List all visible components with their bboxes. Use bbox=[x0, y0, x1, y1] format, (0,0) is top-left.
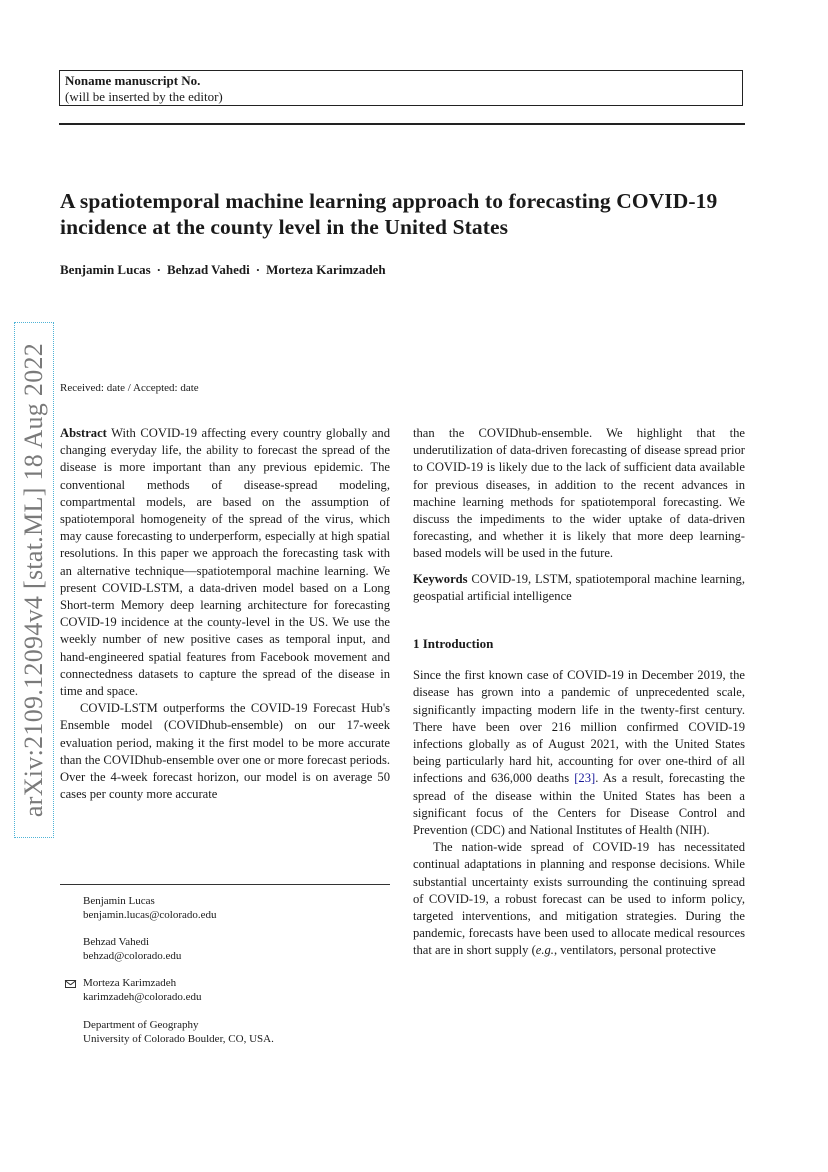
paper-title: A spatiotemporal machine learning approach to forecasting COVID-19 incidence at the county level in the United States bbox=[60, 189, 718, 239]
keywords bbox=[413, 571, 745, 605]
abstract-left-column bbox=[60, 425, 390, 803]
affiliation-university: University of Colorado Boulder, CO, USA. bbox=[83, 1032, 274, 1045]
section-heading: 1 Introduction bbox=[413, 636, 494, 652]
arxiv-identifier[interactable]: arXiv:2109.12094v4 [stat.ML] 18 Aug 2022 bbox=[19, 342, 48, 818]
abstract-paragraph: COVID-LSTM outperforms the COVID-19 Forecast Hub's Ensemble model (COVIDhub-ensemble) on our 17-week evaluation period, making it the first model to be more accurate than the COVIDhub-ensemble over one or more forecast periods. Over the 4-week forecast horizon, our model is on average 50 cases per county more accurate bbox=[60, 701, 390, 802]
intro-italic: e.g. bbox=[535, 943, 554, 958]
author-separator: · bbox=[156, 262, 161, 277]
footnote-email[interactable]: karimzadeh@colorado.edu bbox=[83, 990, 202, 1003]
intro-text: The nation-wide spread of COVID-19 has necessitated continual adaptations in planning and response decisions. While substantial uncertainty exists surrounding the continuing spread of COVID-19, a robust forecast can be used to inform policy, targeted interventions, and mitigation strategies. During the pandemic, forecasts have been used to allocate medical resources that are in short supply ( bbox=[413, 840, 745, 958]
intro-paragraph bbox=[413, 667, 745, 839]
manuscript-number: Noname manuscript No. bbox=[65, 73, 201, 88]
footnote-author bbox=[83, 895, 217, 922]
author-name: Morteza Karimzadeh bbox=[266, 262, 386, 277]
arxiv-stamp[interactable] bbox=[14, 322, 54, 838]
footnote-corresponding-author bbox=[83, 977, 202, 1004]
intro-text: Since the first known case of COVID-19 in December 2019, the disease has grown into a pandemic of unprecedented scale, significantly impacting modern life in the twenty-first century. There have been over 216 million confirmed COVID-19 infections globally as of August 2021, with the United States being particularly hard hit, accounting for over one-third of all infections and 636,000 deaths bbox=[413, 668, 745, 786]
keywords-label: Keywords bbox=[413, 571, 468, 586]
footnote-name: Morteza Karimzadeh bbox=[83, 977, 177, 989]
author-list bbox=[60, 262, 386, 278]
envelope-icon bbox=[65, 980, 76, 988]
author-name: Behzad Vahedi bbox=[167, 262, 250, 277]
manuscript-box bbox=[59, 70, 743, 106]
footnote-email[interactable]: behzad@colorado.edu bbox=[83, 949, 182, 962]
author-separator: · bbox=[255, 262, 261, 277]
abstract-text: With COVID-19 affecting every country globally and changing everyday life, the ability to forecast the spread of the disease is more important than any previous epidemic. The conventional methods of disease-spread modeling, compartmental models, are based on the assumption of spatiotemporal homogeneity of the spread of the virus, which may cause forecasting to underperform, especially at high spatial resolutions. In this paper we approach the forecasting task with an alternative technique—spatiotemporal machine learning. We present COVID-LSTM, a data-driven model based on a Long Short-term Memory deep learning architecture for forecasting COVID-19 incidence at the county-level in the US. We use the weekly number of new positive cases as temporal input, and hand-engineered spatial features from Facebook movement and connectedness datasets to capture the spread of the disease in time and space. bbox=[60, 426, 391, 699]
intro-text: , ventilators, personal protective bbox=[553, 943, 716, 958]
keywords-text: COVID-19, LSTM, spatiotemporal machine learning, geospatial artificial intelligence bbox=[413, 571, 745, 603]
right-column bbox=[413, 425, 745, 960]
abstract-paragraph bbox=[60, 425, 390, 700]
footnote-name: Benjamin Lucas bbox=[83, 895, 155, 907]
intro-paragraph bbox=[413, 839, 745, 959]
header-rule bbox=[59, 123, 745, 125]
abstract-continuation: than the COVIDhub-ensemble. We highlight that the underutilization of data-driven forecasting of disease spread prior to COVID-19 is likely due to the lack of sufficient data available for previous diseases, in addition to the recent advances in machine learning methods for spatiotemporal forecasting. We discuss the impediments to the wider uptake of data-driven forecasting, and whether it is likely that more deep learning-based models will be used in the future. bbox=[413, 426, 745, 561]
footnote-rule bbox=[60, 884, 390, 885]
footnote-name: Behzad Vahedi bbox=[83, 936, 150, 948]
intro-text: . As a result, forecasting the spread of the disease within the United States has been a significant focus of the Centers for Disease Control and Prevention (CDC) and National Institutes of Health (NIH). bbox=[413, 771, 745, 838]
footnote-email[interactable]: benjamin.lucas@colorado.edu bbox=[83, 908, 217, 921]
footnote-affiliation bbox=[83, 1019, 274, 1046]
author-name: Benjamin Lucas bbox=[60, 262, 151, 277]
citation-link[interactable]: [23] bbox=[574, 771, 596, 786]
manuscript-note: (will be inserted by the editor) bbox=[65, 89, 223, 104]
received-date: Received: date / Accepted: date bbox=[60, 382, 199, 394]
footnote-author bbox=[83, 936, 181, 963]
abstract-label: Abstract bbox=[60, 426, 107, 440]
affiliation-department: Department of Geography bbox=[83, 1019, 199, 1031]
